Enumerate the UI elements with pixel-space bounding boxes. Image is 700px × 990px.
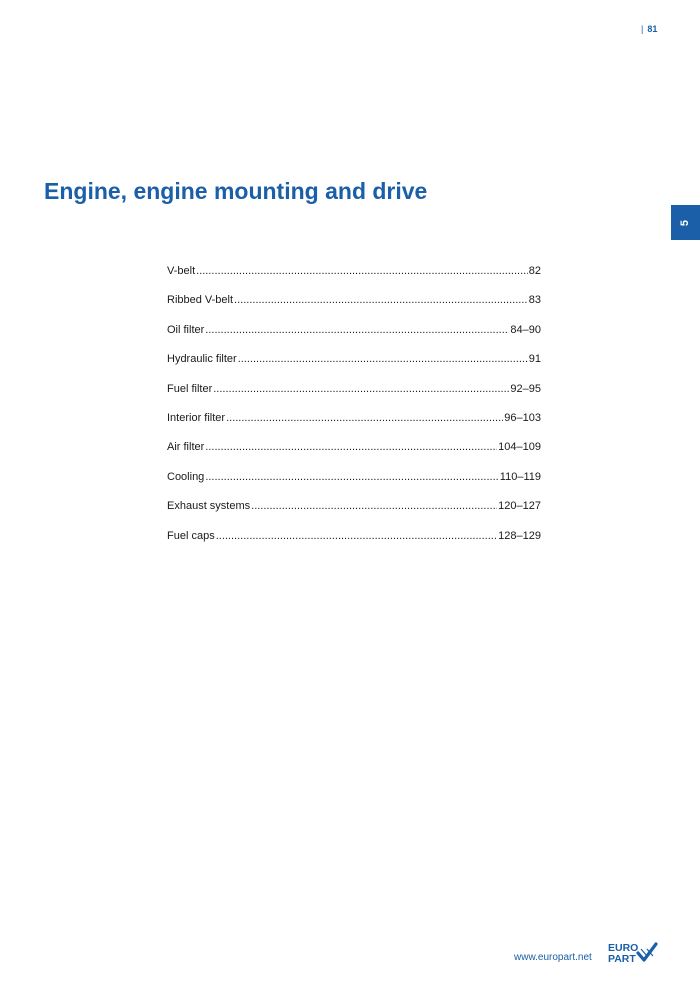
page-number: [641, 24, 657, 34]
page-number-value: 81: [647, 24, 658, 34]
toc-leader-dots: [238, 353, 528, 365]
toc-leader-dots: [205, 324, 509, 336]
toc-entry-label: Exhaust systems: [167, 500, 251, 513]
toc-leader-dots: [213, 383, 509, 395]
toc-entry-label: Interior filter: [167, 411, 226, 424]
toc-leader-dots: [196, 265, 528, 277]
toc-entry-page: 128–129: [498, 529, 541, 542]
toc-entry-label: Oil filter: [167, 323, 205, 336]
chapter-tab-number: 5: [679, 219, 692, 226]
toc-leader-dots: [216, 530, 497, 542]
chapter-tab: [671, 205, 700, 240]
toc-entry-oil-filter[interactable]: [167, 324, 541, 353]
toc-entry-label: Fuel caps: [167, 529, 215, 542]
toc-entry-air-filter[interactable]: [167, 441, 541, 470]
toc-entry-interior-filter[interactable]: [167, 412, 541, 441]
page-number-separator: |: [641, 24, 644, 34]
toc-leader-dots: [205, 441, 497, 453]
toc-leader-dots: [234, 294, 528, 306]
toc-entry-label: Air filter: [167, 441, 205, 454]
toc-entry-fuel-caps[interactable]: [167, 530, 541, 559]
toc-entry-page: 96–103: [504, 411, 541, 424]
toc-entry-label: Fuel filter: [167, 382, 213, 395]
toc-leader-dots: [251, 500, 497, 512]
footer-website-link[interactable]: www.europart.net: [514, 952, 592, 963]
logo-text-bottom: PART: [608, 953, 636, 965]
toc-entry-page: 92–95: [510, 382, 541, 395]
toc-entry-label: Hydraulic filter: [167, 353, 237, 366]
toc-entry-page: 82: [528, 265, 541, 277]
toc-entry-label: V-belt: [167, 265, 196, 277]
toc-entry-page: 104–109: [498, 441, 541, 454]
table-of-contents: [167, 265, 541, 559]
toc-leader-dots: [226, 412, 503, 424]
check-mark-icon: [638, 944, 656, 960]
logo-text-top: EURO: [608, 942, 639, 954]
toc-entry-page: 83: [528, 294, 541, 307]
toc-entry-label: Ribbed V-belt: [167, 294, 234, 307]
toc-entry-page: 120–127: [498, 500, 541, 513]
toc-entry-exhaust-systems[interactable]: [167, 500, 541, 529]
toc-entry-ribbed-v-belt[interactable]: [167, 294, 541, 323]
toc-entry-cooling[interactable]: [167, 471, 541, 500]
toc-entry-page: 91: [528, 353, 541, 366]
toc-entry-fuel-filter[interactable]: [167, 383, 541, 412]
toc-leader-dots: [205, 471, 498, 483]
toc-entry-page: 84–90: [510, 323, 541, 336]
page-title: Engine, engine mounting and drive: [44, 178, 428, 204]
toc-entry-hydraulic-filter[interactable]: [167, 353, 541, 382]
toc-entry-page: 110–119: [499, 470, 541, 483]
europart-logo: [608, 941, 658, 965]
toc-entry-v-belt[interactable]: [167, 265, 541, 294]
toc-entry-label: Cooling: [167, 470, 205, 483]
